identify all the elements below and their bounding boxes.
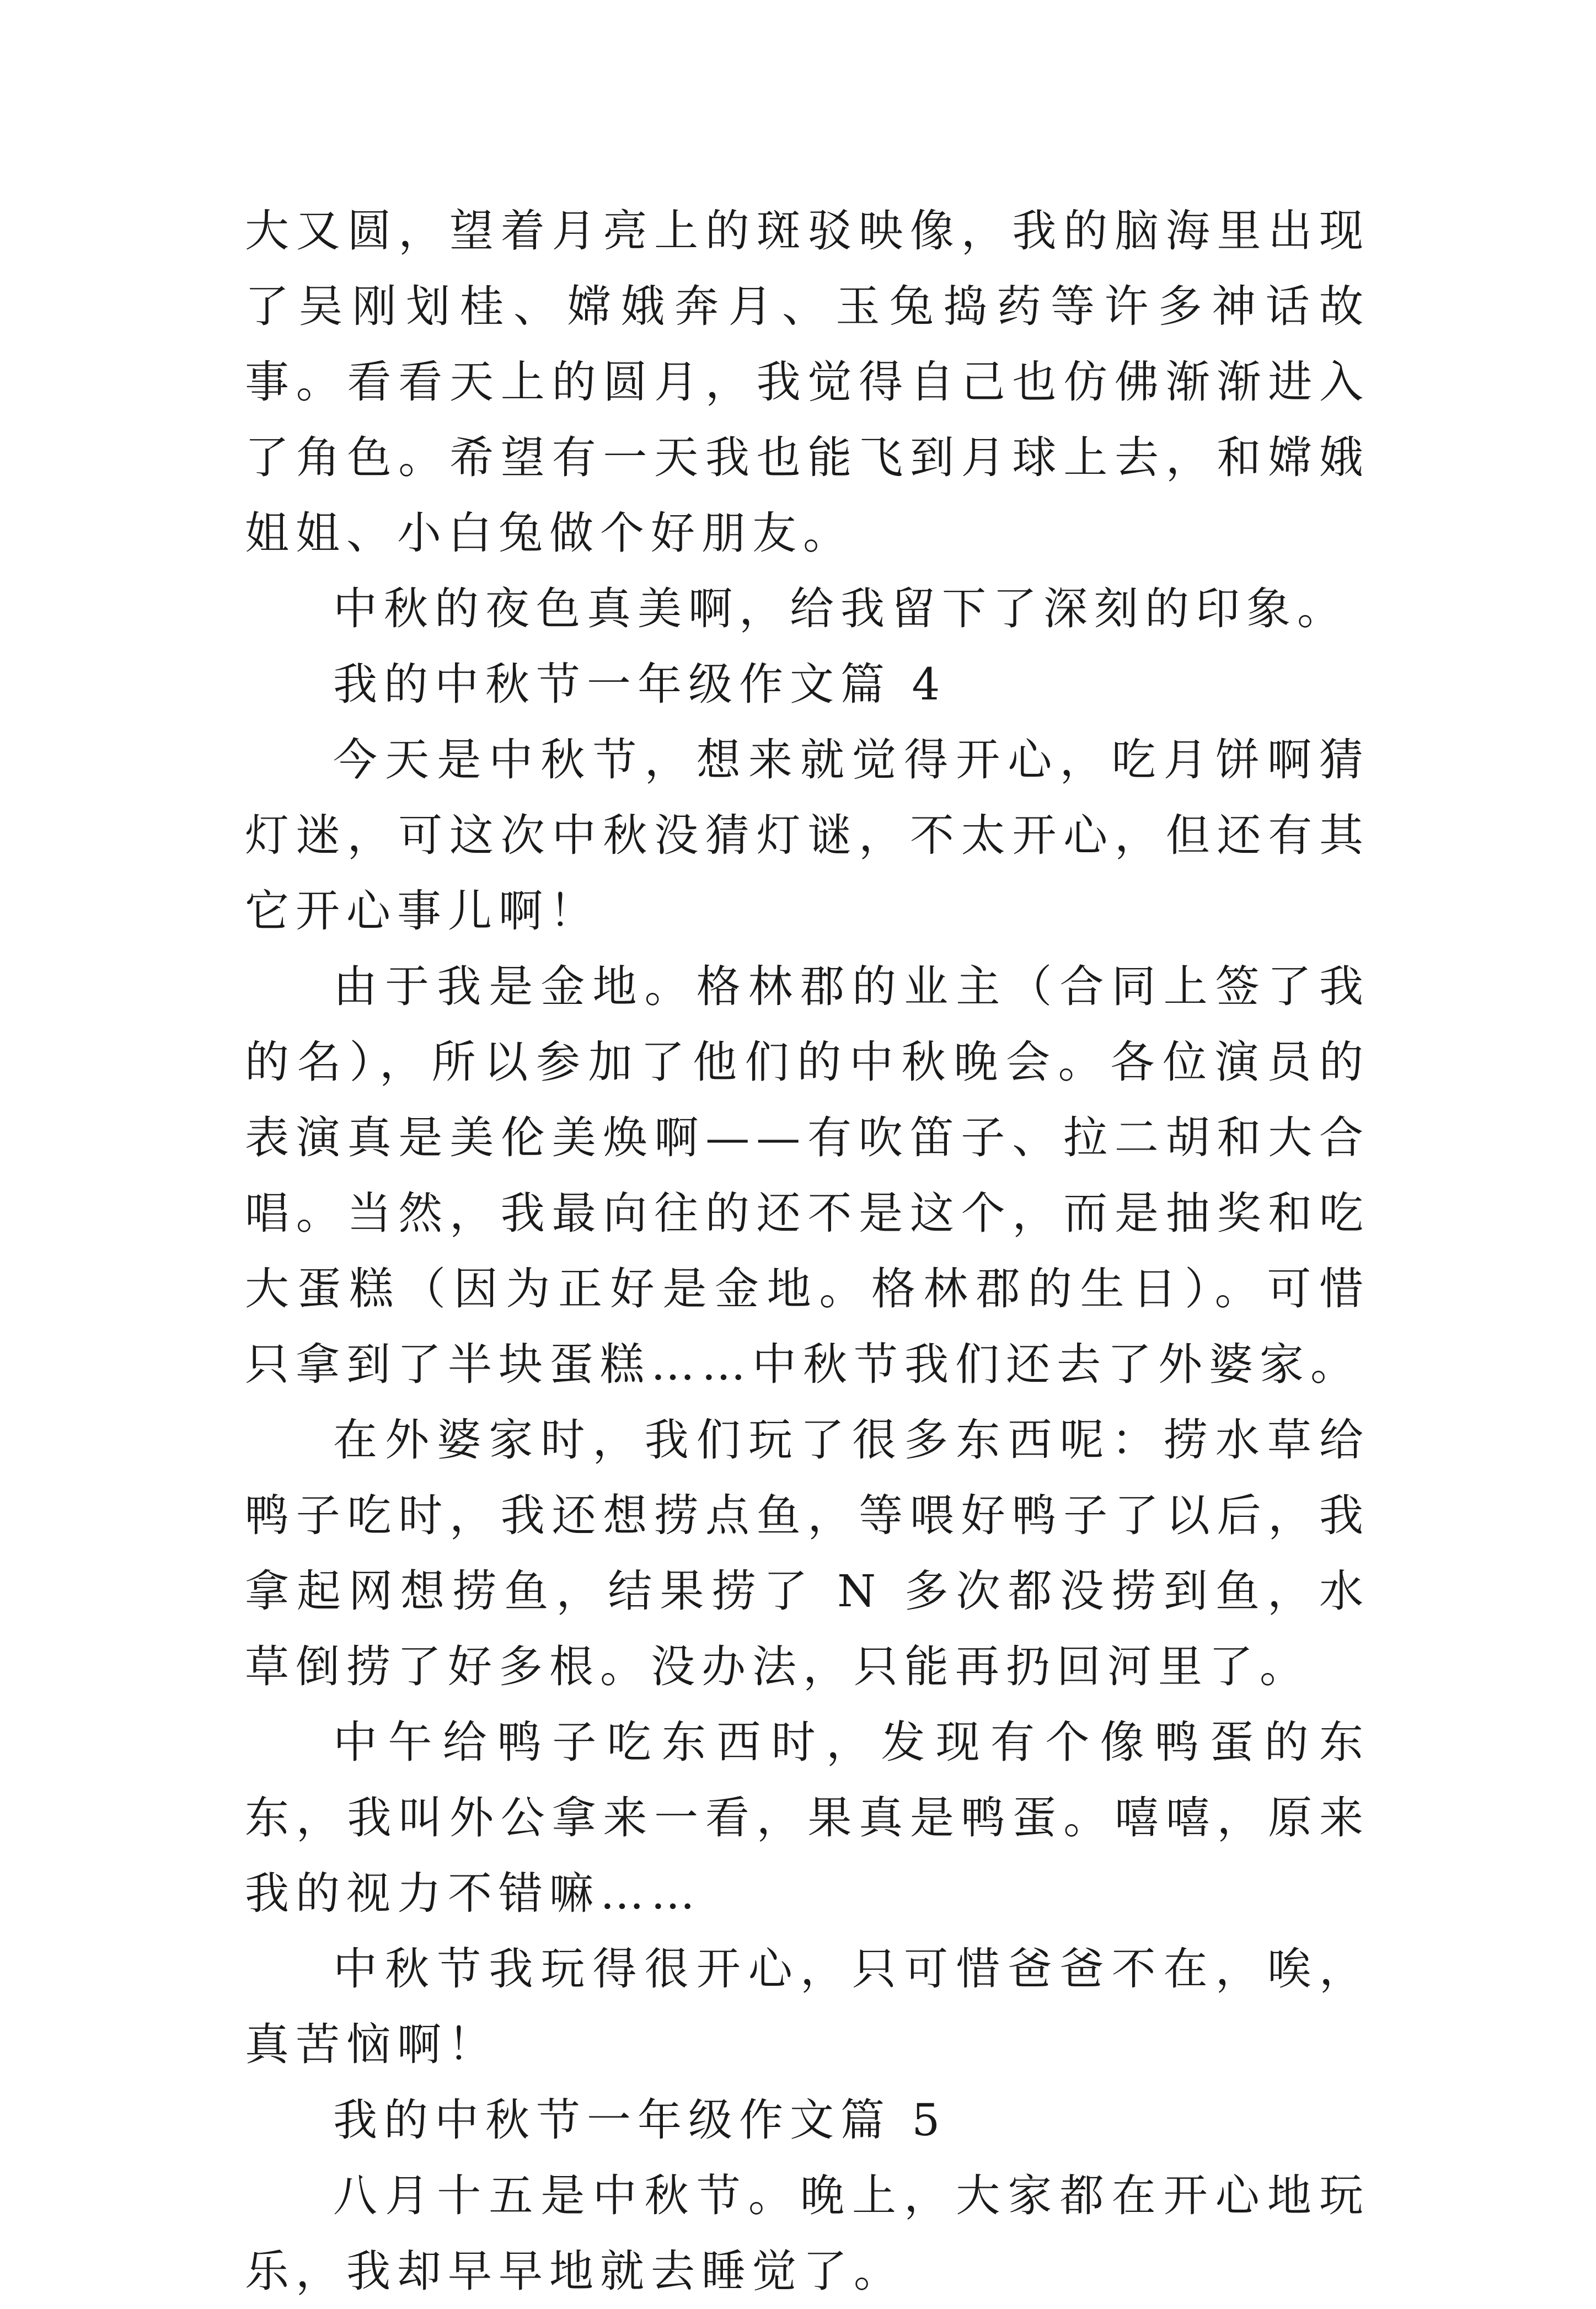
paragraph: 中秋的夜色真美啊，给我留下了深刻的印象。 xyxy=(333,583,1348,634)
section-heading: 我的中秋节一年级作文篇 4 xyxy=(333,659,947,710)
paragraph: 今天是中秋节，想来就觉得开心，吃月饼啊猜灯迷，可这次中秋没猜灯谜，不太开心，但还有其它开心事儿啊！ xyxy=(245,734,1370,937)
document-body xyxy=(245,193,1370,2309)
section-heading: 我的中秋节一年级作文篇 5 xyxy=(333,2094,947,2146)
paragraph: 八月十五是中秋节。晚上，大家都在开心地玩乐，我却早早地就去睡觉了。 xyxy=(245,2170,1370,2297)
paragraph: 由于我是金地。格林郡的业主（合同上签了我的名），所以参加了他们的中秋晚会。各位演员的表演真是美伦美焕啊——有吹笛子、拉二胡和大合唱。当然，我最向往的还不是这个，而是抽奖和吃大蛋糕（因为正好是金地。格林郡的生日）。可惜只拿到了半块蛋糕……中秋节我们还去了外婆家。 xyxy=(245,961,1370,1390)
paragraph: 在外婆家时，我们玩了很多东西呢：捞水草给鸭子吃时，我还想捞点鱼，等喂好鸭子了以后，我拿起网想捞鱼，结果捞了 N 多次都没捞到鱼，水草倒捞了好多根。没办法，只能再扔回河里了。 xyxy=(245,1414,1370,1692)
paragraph: 中午给鸭子吃东西时，发现有个像鸭蛋的东东，我叫外公拿来一看，果真是鸭蛋。嘻嘻，原来我的视力不错嘛…… xyxy=(245,1717,1370,1919)
paragraph: 大又圆，望着月亮上的斑驳映像，我的脑海里出现了吴刚划桂、嫦娥奔月、玉兔捣药等许多神话故事。看看天上的圆月，我觉得自己也仿佛渐渐进入了角色。希望有一天我也能飞到月球上去，和嫦娥姐姐、小白兔做个好朋友。 xyxy=(245,205,1370,559)
paragraph: 中秋节我玩得很开心，只可惜爸爸不在，唉，真苦恼啊！ xyxy=(245,1943,1370,2070)
